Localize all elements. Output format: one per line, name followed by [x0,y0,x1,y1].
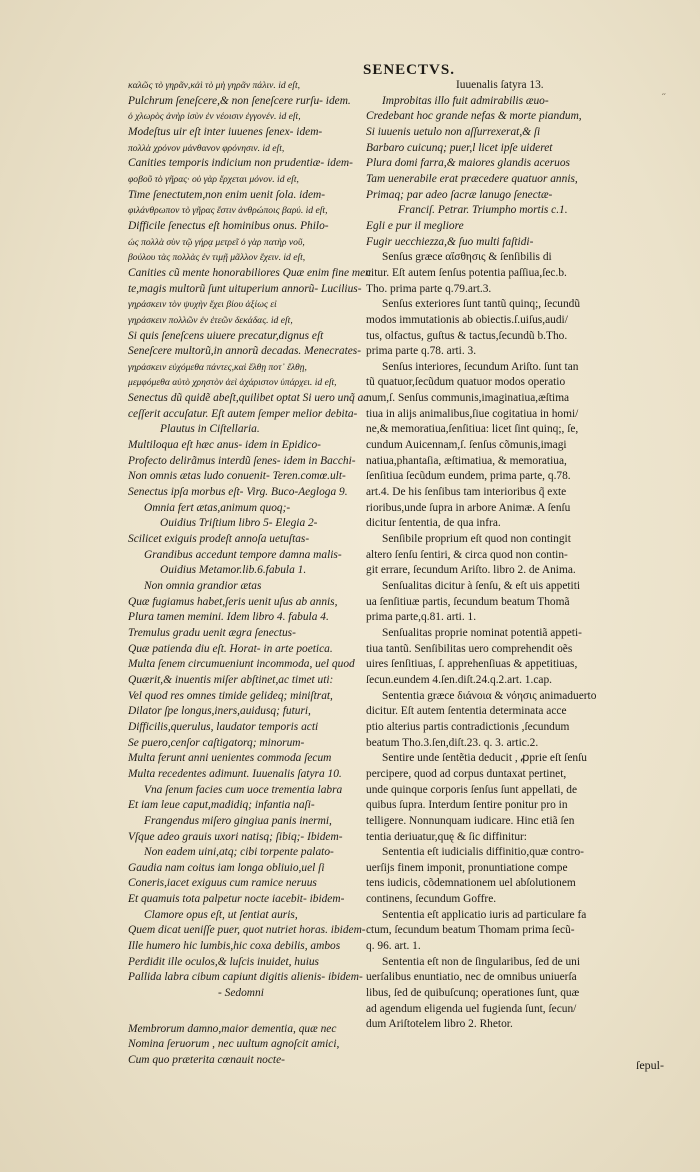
text-line: Grandibus accedunt tempore damna malis- [144,548,342,561]
text-line: tiua tantũ. Senſibilitas uero comprehendit oẽs [366,642,573,655]
text-line: ceſſerit accuſatur. Eſt autem ſemper melior debita- [128,407,358,420]
text-line: Difficilis,querulus, laudator temporis acti [128,720,319,733]
text-line: libus, ſed de quibuſcunq; operationes ſunt, quæ [366,987,580,1000]
text-line: num,ſ. Senſus communis,imaginatiua,æſtima [366,392,570,405]
text-line: Tho. prima parte q.79.art.3. [366,282,492,295]
text-line: βούλου τὰς πολλὰς ἐν τιμῇ μᾶλλον ἔχειν. id eſt, [128,252,306,264]
text-line: art.4. De his ſenſibus tam interioribus q̃ exte [366,486,567,499]
text-line: Tremulus gradu uenit ægra ſenectus- [128,626,296,639]
text-line: Clamore opus eſt, ut ſentiat auris, [144,908,298,921]
text-line: Senectus ipſa morbus eſt- Virg. Buco-Aegloga 9. [128,486,348,499]
text-line: Canities cũ mente honorabiliores Quæ enim fine men [128,266,371,279]
text-line: Senſus exteriores ſunt tantũ quinq;, ſecundũ [382,298,581,311]
text-line: Egli e pur il megliore [366,219,464,232]
text-line: natiua,phantaſia, æſtimatiua, & memoratiua, [366,454,567,467]
text-line: Ouidius Triſtium libro 5- Elegia 2- [160,517,318,530]
text-line: πολλὰ χρόνον μάνθανον φρόνησιν. id eſt, [128,142,285,154]
text-line: Se puero,cenſor caſtigatorq; minorum- [128,736,305,749]
text-line: γηράσκειν τὸν ψυχὴν ἔχει βίου ἀξίως εἰ [128,299,277,311]
text-line: percipere, quod ad corpus duntaxat pertinet, [366,767,567,780]
text-line: Vna ſenum facies cum uoce trementia labra [144,783,343,796]
text-line: ſecun.eundem 4.ſen.diſt.24.q.2.art. 1.cap. [366,673,552,686]
text-line: Vſque adeo grauis uxori natisq; ſibiq;- Ibidem- [128,830,343,843]
text-line: Multa ferunt anni uenientes commoda ſecum [128,752,332,765]
right-column [366,78,666,1033]
text-line: Dilator ſpe longus,iners,auidusq; futuri, [128,705,311,718]
text-line: rioribus,unde ſupra in arbore Animæ. A ſenſu [366,501,571,514]
text-line: uerſalibus enuntiatio, nec de omnibus uniuerſa [366,971,577,984]
text-line: Scilicet exiguis prodeſt annoſa uetuſtas- [128,533,310,546]
text-line: Ouidius Metamor.lib.6.fabula 1. [160,564,307,577]
text-line: citur. Eſt autem ſenſus potentia paſſiua,ſec.b. [366,266,567,279]
text-line: Modeſtus uir eſt inter iuuenes ſenex- idem- [128,125,323,138]
text-line: Omnia fert ætas,animum quoq;- [144,501,291,514]
text-line: tens iudicis, cõdemnationem uel abſolutionem [366,877,576,890]
text-line: altero ſenſu ſentiri, & circa quod non contin- [366,548,568,561]
text-line: Profecto delirãmus interdũ ſenes- idem in Bacchi- [128,454,356,467]
text-line: Senſus græce αἴσθησις & ſenſibilis di [382,251,552,264]
text-line: dicitur. Eſt autem ſententia determinata acce [366,705,567,718]
text-line: tiua in alijs animalibus,ſiue cogitatiua in homi/ [366,407,579,420]
text-line: Nomina ſeruorum , nec uultum agnoſcit amici, [128,1038,340,1051]
text-line: Sententia græce διάνοια & νόησις animaduerto [382,689,597,702]
text-line: Senſualitas dicitur à ſenſu, & eſt uis appetiti [382,580,581,592]
text-line: καλῶς τὸ γηρᾶν,κἀὶ τὸ μὴ γηρᾶν πάλιν. id eſt, [128,80,301,91]
text-line: Membrorum damno,maior dementia, quæ nec [128,1022,337,1035]
text-line: Si iuuenis uetulo non aſſurrexerat,& ſi [366,125,541,138]
text-line: dum Ariſtotelem libro 2. Rhetor. [366,1018,513,1031]
text-line: Ille humero hic lumbis,hic coxa debilis, ambos [128,940,341,953]
text-line: unde quinque corporis ſenſus ſunt appellati, de [366,783,577,796]
text-line: ſenſitiua ſecũdum eundem, prima parte, q.78. [366,470,571,483]
text-line: Improbitas illo fuit admirabilis æuo- [382,94,549,107]
text-line: Sententia eſt non de ſingularibus, ſed de uni [382,955,581,968]
text-line: Senſus interiores, ſecundum Ariſto. ſunt tan [382,360,579,373]
text-line: ne,& memoratiua,ſenſitiua: licet ſint quinq;, ſe, [366,423,579,436]
text-line: Perdidit ille oculos,& luſcis inuidet, huius [128,955,319,968]
text-line: Frangendus miſero gingiua panis inermi, [144,814,332,827]
text-line: dicitur ſententia, de qua infra. [366,517,501,530]
text-line: Canities temporis indicium non prudentiæ- idem- [128,157,353,170]
text-line: Tam uenerabile erat præcedere quatuor annis, [366,172,578,185]
running-head: SENECTVS. [363,62,455,78]
text-line: prima parte q.78. arti. 3. [366,345,477,358]
text-line: Non eadem uini,atq; cibi torpente palato- [144,846,334,859]
text-line: q. 96. art. 1. [366,940,421,953]
text-line: Quærit,& inuentis miſer abſtinet,ac timet uti: [128,673,334,686]
text-line: Sententia eſt applicatio iuris ad particulare fa [382,908,587,921]
text-line: Quæ patienda diu eſt. Horat- in arte poetica. [128,642,333,655]
text-line: Multa ſenem circumueniunt incommoda, uel quod [128,658,355,671]
text-line: Plautus in Ciſtellaria. [160,423,260,436]
text-line: Si quis ſeneſcens uiuere precatur,dignus eſt [128,329,324,342]
text-line: tũ quatuor,ſecũdum quatuor modos operatio [366,376,566,389]
text-line: Non omnis ætas ludo conuenit- Teren.comœ.ult- [128,470,346,483]
text-line: Sentire unde ſentẽtia deducit , ꝓprie eſt ſenſu [382,752,587,765]
line-gap [128,1002,360,1022]
text-line: ad agendum eligenda uel fugienda ſunt, ſecun/ [366,1002,577,1015]
text-line: Multa recedentes adimunt. Iuuenalis ſatyra 10. [128,767,342,780]
left-column [128,78,371,1069]
text-line: telligere. Nonnunquam iudicare. Hinc etiã ſen [366,814,575,827]
margin-mark: ˝ [662,92,666,104]
text-line: beatum Tho.3.ſen,diſt.23. q. 3. artic.2. [366,736,539,749]
text-line: γηράσκειν εὐχόμεθα πάντες,καὶ ἔλθῃ ποτ᾽ ἔλθῃ, [128,361,307,373]
text-line: Quæ fugiamus habet,ſeris uenit uſus ab annis, [128,595,338,608]
text-line: Seneſcere multorũ,in annorũ decadas. Menecrates- [128,345,362,358]
text-line: φιλάνθρωπον τὸ γῆρας ἔστιν ἀνθρώποις βαρύ. id eſt, [128,205,328,217]
text-line: Coneris,iacet exiguus cum ramice neruus [128,877,317,890]
text-line: Pallida labra cibum capiunt digitis alienis- ibidem- [128,971,363,984]
text-line: μεμφόμεθα αὐτὸ χρηστὸν ἀεὶ ἀχάριστον ὑπάρχει. id eſt, [128,377,337,389]
text-line: γηράσκειν πολλῶν ἐν ἐτεῶν δεκάδας. id eſt, [128,314,293,326]
text-line: Barbaro cuicunq; puer,l licet ipſe uideret [366,141,553,154]
text-line: Credebant hoc grande nefas & morte piandum, [366,110,582,123]
text-line: Primaq; par adeo ſacræ lanugo ſenectæ- [366,188,553,201]
text-line: Difficile ſenectus eſt hominibus onus. Philo- [128,219,329,232]
catchword: ſepul- [636,1058,664,1072]
text-line: tus, olfactus, guſtus & tactus,ſecundũ b.Tho. [366,329,568,342]
text-line: Vel quod res omnes timide gelideq; miniſtrat, [128,689,333,702]
text-line: Plura tamen memini. Idem libro 4. fabula 4. [128,611,329,624]
text-line: Et quamuis tota palpetur nocte iacebit- ibidem- [128,893,345,906]
text-line: Non omnia grandior ætas [144,580,262,592]
text-line: prima parte,q.81. arti. 1. [366,611,477,624]
text-line: ὁ χλωρὸς ἀνὴρ ἰσὺν ἐν νέοισιν ἐγγονέν. id eſt, [128,111,301,123]
text-line: Cum quo præterita cœnauit nocte- [128,1054,285,1067]
text-line: uerſijs finem imponit, pronuntiatione compe [366,861,568,874]
text-line: Sententia eſt iudicialis diffinitio,quæ contro- [382,846,584,859]
text-line: Franciſ. Petrar. Triumpho mortis c.1. [398,204,568,217]
text-line: Time ſenectutem,non enim uenit ſola. idem- [128,188,326,201]
text-line: Multiloqua eſt hæc anus- idem in Epidico- [128,439,321,452]
text-line: Et iam leue caput,madidiq; infantia naſi- [128,799,315,812]
text-line: φοβοῦ τὸ γῆρας· οὐ γὰρ ἔρχεται μόνον. id eſt, [128,173,299,185]
text-line: quibus ſupra. Interdum ſentire ponitur pro in [366,799,568,812]
text-line: Quem dicat ueniſſe puer, quot nutriet horas. ibidem- [128,924,366,937]
text-line: cundum Auicennam,ſ. ſenſus cõmunis,imagi [366,439,567,452]
text-line: uires ſenſitiuas, ſ. apprehenſiuas & appetitiuas, [366,658,578,671]
text-line: Fugir uecchiezza,& ſuo multi faſtidi- [366,235,534,248]
text-line: Pulchrum ſeneſcere,& non ſeneſcere rurſu- idem. [128,94,351,107]
text-line: continens, ſecundum Goffre. [366,893,497,906]
text-line: - Sedomni [218,987,264,1000]
text-line: Plura domi farra,& maiores glandis aceruos [366,157,570,170]
text-line: ὡς πολλὰ σὺν τῷ γήρᾳ μετρεῖ ὁ γὰρ πατὴρ νοῦ, [128,236,305,248]
text-line: Senſibile proprium eſt quod non contingit [382,533,571,546]
text-line: ptio alterius partis contradictionis ,ſecundum [366,720,570,733]
text-line: ctum, ſecundum beatum Thomam prima ſecũ- [366,924,575,937]
text-line: git errare, ſecundum Ariſto. libro 2. de Anima. [366,564,576,577]
text-line: Iuuenalis ſatyra 13. [456,79,544,91]
text-line: ua ſenſitiuæ partis, ſecundum beatum Thomã [366,595,570,608]
text-line: Gaudia nam coitus iam longa obliuio,uel ſi [128,861,325,874]
text-line: tentia deriuatur,quę & ſic diffinitur: [366,830,527,843]
text-line: Senſualitas proprie nominat potentiã appeti- [382,626,582,639]
text-line: te,magis multorũ ſunt uituperium annorũ- Lucilius- [128,282,362,295]
text-line: Senectus dũ quidẽ abeſt,quilibet optat Si uero unq̃ ac [128,392,369,405]
text-line: modos immutationis ab obiectis.ſ.uiſus,audi/ [366,313,568,326]
